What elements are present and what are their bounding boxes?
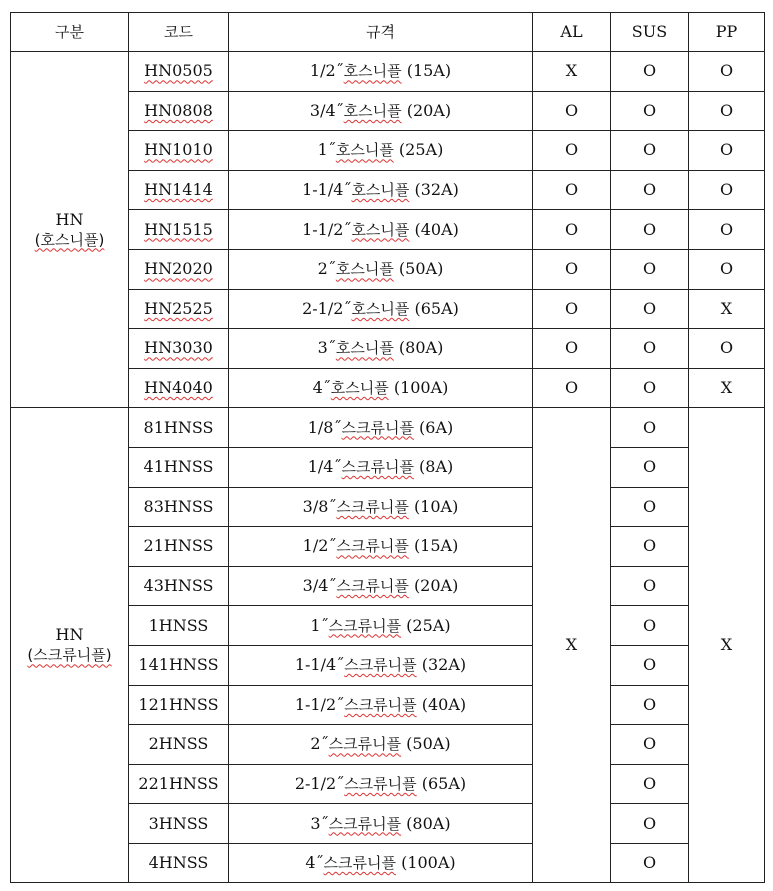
spec-size: 3/4˝ — [309, 100, 344, 120]
spec-dn: (80A) — [398, 338, 444, 358]
sus-cell: O — [611, 170, 689, 210]
spec-name: 호스니플 — [335, 339, 394, 358]
spec-cell — [229, 804, 533, 844]
spec-name: 스크류니플 — [341, 458, 414, 477]
category-name: HN — [55, 209, 84, 229]
code-cell: HN4040 — [129, 368, 229, 408]
spec-dn: (6A) — [419, 417, 454, 437]
header-code: 코드 — [129, 13, 229, 52]
header-sus: SUS — [611, 13, 689, 52]
spec-cell — [229, 91, 533, 131]
al-cell: O — [533, 368, 611, 408]
spec-size: 2˝ — [317, 259, 336, 279]
code-cell: 21HNSS — [129, 527, 229, 567]
code-cell: 3HNSS — [129, 804, 229, 844]
spec-name: 호스니플 — [335, 260, 394, 279]
sus-cell: O — [611, 566, 689, 606]
spec-dn: (65A) — [421, 773, 467, 793]
spec-name: 스크류니플 — [336, 577, 409, 596]
spec-cell — [229, 329, 533, 369]
pp-cell: O — [689, 131, 765, 171]
code-cell: 221HNSS — [129, 764, 229, 804]
spec-size: 2-1/2˝ — [302, 298, 352, 318]
spec-dn: (32A) — [414, 180, 459, 200]
spec-name: 스크류니플 — [328, 616, 402, 635]
spec-dn: (100A) — [393, 378, 449, 398]
sus-cell: O — [611, 249, 689, 289]
table-row — [11, 52, 765, 92]
spec-dn: (15A) — [406, 61, 452, 81]
spec-dn: (10A) — [413, 496, 459, 516]
sus-cell: O — [611, 685, 689, 725]
code-cell: HN1414 — [129, 170, 229, 210]
spec-cell — [229, 170, 533, 210]
spec-name: 호스니플 — [343, 101, 402, 120]
spec-dn: (50A) — [406, 734, 451, 754]
spec-cell — [229, 249, 533, 289]
spec-size: 3/8˝ — [302, 496, 337, 516]
spec-dn: (50A) — [398, 259, 444, 279]
spec-dn: (8A) — [419, 457, 454, 477]
spec-cell — [229, 764, 533, 804]
spec-cell — [229, 408, 533, 448]
spec-cell — [229, 606, 533, 646]
category-subname: (스크류니플) — [27, 646, 112, 665]
spec-name: 호스니플 — [343, 62, 402, 81]
spec-dn: (25A) — [398, 140, 444, 160]
code-cell: HN2020 — [129, 249, 229, 289]
sus-cell: O — [611, 725, 689, 765]
spec-cell — [229, 52, 533, 92]
spec-cell — [229, 685, 533, 725]
code-cell: HN3030 — [129, 329, 229, 369]
sus-cell: O — [611, 408, 689, 448]
spec-size: 4˝ — [312, 378, 331, 398]
spec-name: 스크류니플 — [344, 695, 417, 714]
spec-size: 1/4˝ — [307, 457, 342, 477]
spec-dn: (20A) — [406, 100, 452, 120]
spec-cell — [229, 289, 533, 329]
spec-size: 1-1/4˝ — [294, 655, 345, 675]
spec-size: 1-1/4˝ — [302, 180, 352, 200]
code-cell: 81HNSS — [129, 408, 229, 448]
spec-dn: (80A) — [406, 813, 451, 833]
code-cell: HN0808 — [129, 91, 229, 131]
spec-dn: (65A) — [414, 298, 459, 318]
spec-name: 스크류니플 — [328, 814, 402, 833]
spec-cell — [229, 645, 533, 685]
pp-cell: O — [689, 52, 765, 92]
spec-name: 호스니플 — [330, 379, 389, 398]
spec-dn: (15A) — [413, 536, 459, 556]
pp-cell: O — [689, 210, 765, 250]
spec-name: 호스니플 — [351, 181, 410, 200]
header-pp: PP — [689, 13, 765, 52]
code-cell: HN0505 — [129, 52, 229, 92]
spec-name: 스크류니플 — [341, 418, 414, 437]
spec-name: 스크류니플 — [336, 537, 409, 556]
spec-dn: (100A) — [401, 853, 456, 873]
spec-cell — [229, 843, 533, 883]
spec-size: 1/2˝ — [309, 61, 344, 81]
sus-cell: O — [611, 447, 689, 487]
al-cell: O — [533, 131, 611, 171]
header-category: 구분 — [11, 13, 129, 52]
spec-name: 스크류니플 — [328, 735, 402, 754]
spec-size: 2-1/2˝ — [294, 773, 345, 793]
sus-cell: O — [611, 329, 689, 369]
spec-cell — [229, 368, 533, 408]
code-cell: 4HNSS — [129, 843, 229, 883]
sus-cell: O — [611, 91, 689, 131]
pp-cell-merged: X — [689, 408, 765, 883]
spec-name: 호스니플 — [351, 299, 410, 318]
hose-nipple-group — [11, 52, 765, 408]
spec-cell — [229, 527, 533, 567]
spec-size: 1˝ — [317, 140, 336, 160]
spec-size: 2˝ — [310, 734, 329, 754]
sus-cell: O — [611, 210, 689, 250]
category-name: HN — [55, 625, 84, 645]
code-cell: HN1010 — [129, 131, 229, 171]
spec-cell — [229, 487, 533, 527]
code-cell: 41HNSS — [129, 447, 229, 487]
sus-cell: O — [611, 131, 689, 171]
spec-size: 3˝ — [317, 338, 336, 358]
sus-cell: O — [611, 289, 689, 329]
al-cell: O — [533, 210, 611, 250]
header-spec: 규격 — [229, 13, 533, 52]
al-cell: O — [533, 329, 611, 369]
spec-cell — [229, 447, 533, 487]
category-cell — [11, 52, 129, 408]
sus-cell: O — [611, 843, 689, 883]
header-row — [11, 13, 765, 52]
al-cell: O — [533, 289, 611, 329]
al-cell: O — [533, 249, 611, 289]
spec-name: 호스니플 — [351, 220, 410, 239]
screw-nipple-group — [11, 408, 765, 883]
sus-cell: O — [611, 527, 689, 567]
code-cell: 1HNSS — [129, 606, 229, 646]
spec-size: 1-1/2˝ — [302, 219, 352, 239]
code-cell: 43HNSS — [129, 566, 229, 606]
pp-cell: O — [689, 249, 765, 289]
sus-cell: O — [611, 764, 689, 804]
header-al: AL — [533, 13, 611, 52]
spec-size: 3/4˝ — [302, 576, 337, 596]
spec-name: 스크류니플 — [344, 656, 417, 675]
spec-size: 3˝ — [310, 813, 329, 833]
al-cell-merged: X — [533, 408, 611, 883]
spec-name: 스크류니플 — [336, 497, 409, 516]
al-cell: X — [533, 52, 611, 92]
al-cell: O — [533, 170, 611, 210]
pp-cell: X — [689, 368, 765, 408]
spec-cell — [229, 566, 533, 606]
spec-dn: (40A) — [421, 694, 467, 714]
pp-cell: O — [689, 329, 765, 369]
category-subname: (호스니플) — [34, 230, 105, 249]
spec-name: 스크류니플 — [344, 774, 417, 793]
pp-cell: X — [689, 289, 765, 329]
spec-size: 1/2˝ — [302, 536, 337, 556]
sus-cell: O — [611, 52, 689, 92]
spec-size: 1/8˝ — [307, 417, 342, 437]
sus-cell: O — [611, 645, 689, 685]
spec-dn: (20A) — [413, 576, 459, 596]
spec-name: 스크류니플 — [323, 854, 396, 873]
code-cell: 121HNSS — [129, 685, 229, 725]
spec-dn: (32A) — [421, 655, 467, 675]
nipple-spec-table — [10, 12, 765, 883]
code-cell: 83HNSS — [129, 487, 229, 527]
pp-cell: O — [689, 91, 765, 131]
category-cell — [11, 408, 129, 883]
code-cell: 141HNSS — [129, 645, 229, 685]
code-cell: HN2525 — [129, 289, 229, 329]
al-cell: O — [533, 91, 611, 131]
pp-cell: O — [689, 170, 765, 210]
spec-cell — [229, 725, 533, 765]
spec-cell — [229, 210, 533, 250]
spec-size: 1˝ — [310, 615, 329, 635]
spec-cell — [229, 131, 533, 171]
spec-dn: (40A) — [414, 219, 459, 239]
table-row — [11, 408, 765, 448]
sus-cell: O — [611, 804, 689, 844]
spec-size: 1-1/2˝ — [294, 694, 345, 714]
sus-cell: O — [611, 606, 689, 646]
code-cell: HN1515 — [129, 210, 229, 250]
spec-size: 4˝ — [305, 853, 324, 873]
sus-cell: O — [611, 487, 689, 527]
spec-name: 호스니플 — [335, 141, 394, 160]
code-cell: 2HNSS — [129, 725, 229, 765]
sus-cell: O — [611, 368, 689, 408]
spec-dn: (25A) — [406, 615, 451, 635]
